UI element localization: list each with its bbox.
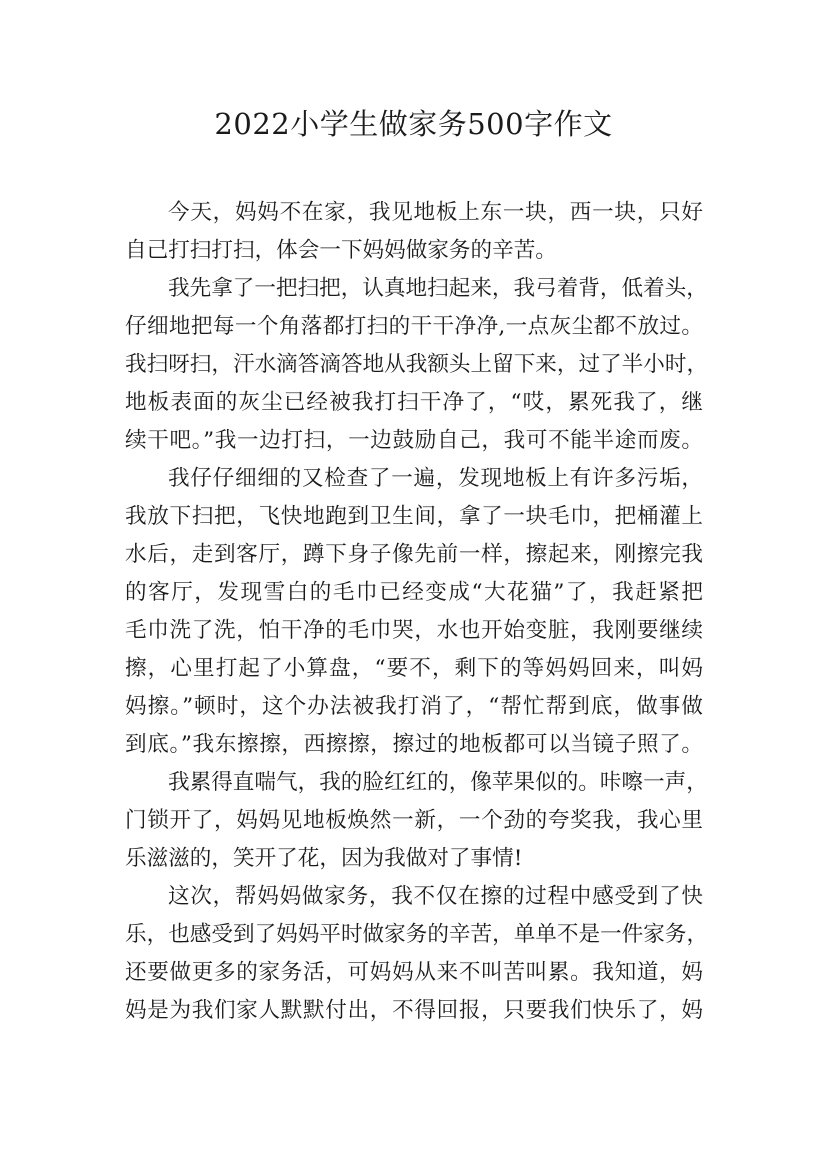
text-line: 擦，心里打起了小算盘，“要不，剩下的等妈妈回来，叫妈 xyxy=(125,656,703,681)
essay-body xyxy=(125,194,709,1030)
text-line: 我先拿了一把扫把，认真地扫起来，我弓着背，低着头， xyxy=(168,276,708,301)
text-line: 我仔仔细细的又检查了一遍，发现地板上有许多污垢， xyxy=(168,466,703,491)
text-line: 这次，帮妈妈做家务，我不仅在擦的过程中感受到了快 xyxy=(168,884,703,909)
text-line: 今天，妈妈不在家，我见地板上东一块，西一块，只好 xyxy=(168,200,703,225)
text-line: 我累得直喘气，我的脸红红的，像苹果似的。咔嚓一声， xyxy=(168,770,708,795)
text-line: 门锁开了，妈妈见地板焕然一新，一个劲的夸奖我，我心里 xyxy=(125,808,703,833)
text-line: 仔细地把每一个角落都打扫的干干净净,一点灰尘都不放过。 xyxy=(125,314,703,339)
text-line: 我扫呀扫，汗水滴答滴答地从我额头上留下来，过了半小时， xyxy=(125,352,709,377)
text-line: 毛巾洗了洗，怕干净的毛巾哭，水也开始变脏，我刚要继续 xyxy=(125,618,703,643)
text-line: 自己打扫打扫，体会一下妈妈做家务的辛苦。 xyxy=(125,238,557,263)
document-title: 2022小学生做家务500字作文 xyxy=(214,107,613,141)
text-line: 乐，也感受到了妈妈平时做家务的辛苦，单单不是一件家务， xyxy=(125,922,709,947)
text-line: 地板表面的灰尘已经被我打扫干净了，“哎，累死我了，继 xyxy=(125,390,703,415)
text-line: 到底。”我东擦擦，西擦擦，擦过的地板都可以当镜子照了。 xyxy=(125,732,703,757)
text-line: 妈是为我们家人默默付出，不得回报，只要我们快乐了，妈 xyxy=(125,998,703,1023)
text-line: 水后，走到客厅，蹲下身子像先前一样，擦起来，刚擦完我 xyxy=(125,542,703,567)
text-line: 续干吧。”我一边打扫，一边鼓励自己，我可不能半途而废。 xyxy=(125,428,703,453)
text-line: 妈擦。”顿时，这个办法被我打消了，“帮忙帮到底，做事做 xyxy=(125,694,703,719)
text-line: 我放下扫把，飞快地跑到卫生间，拿了一块毛巾，把桶灌上 xyxy=(125,504,703,529)
text-line: 还要做更多的家务活，可妈妈从来不叫苦叫累。我知道，妈 xyxy=(125,960,703,985)
text-line: 乐滋滋的，笑开了花，因为我做对了事情! xyxy=(125,846,523,871)
text-line: 的客厅，发现雪白的毛巾已经变成“大花猫”了，我赶紧把 xyxy=(125,580,703,605)
